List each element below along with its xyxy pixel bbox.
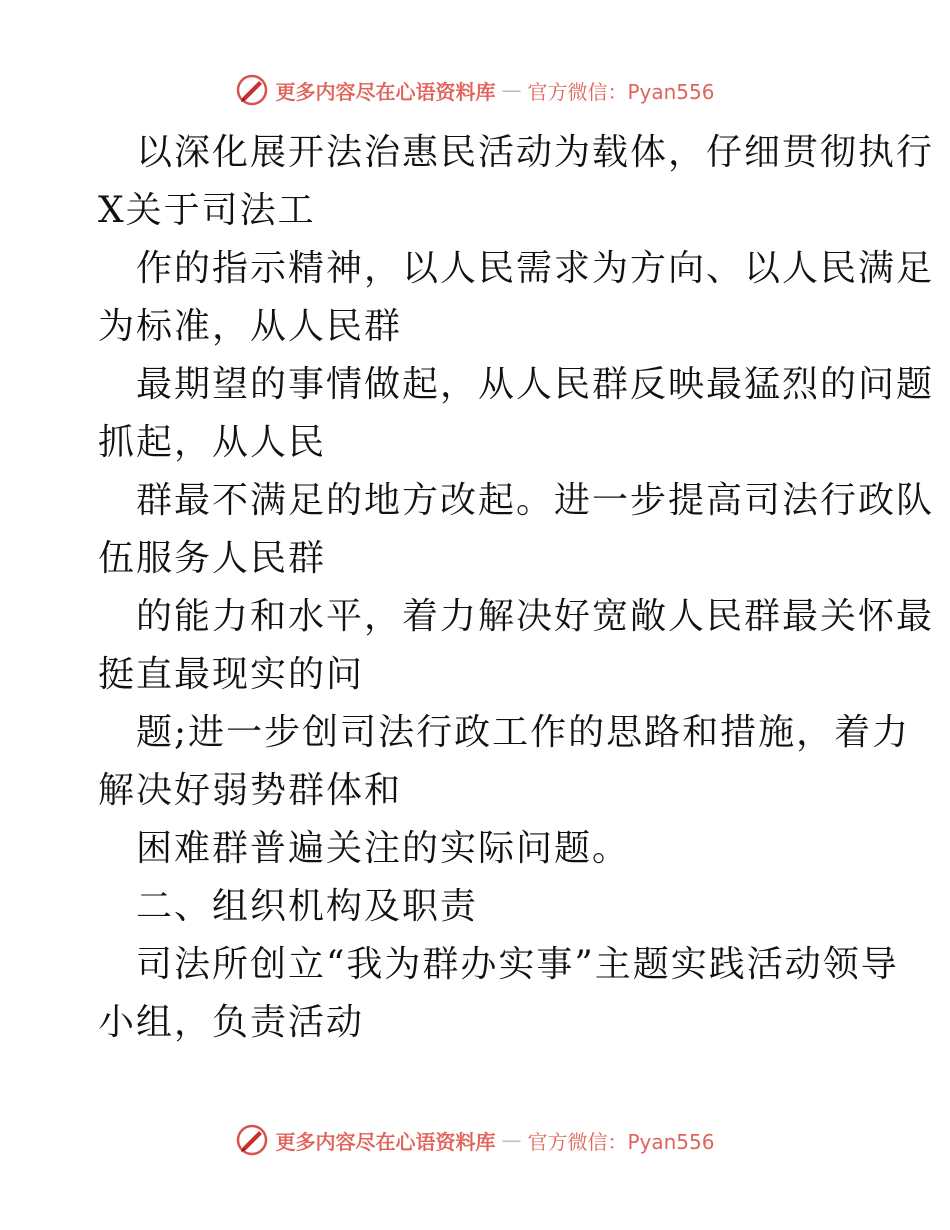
paragraph bbox=[98, 356, 935, 472]
paragraph-line: X关于司法工 bbox=[98, 190, 316, 231]
watermark-wechat-text: 官方微信：Pyan556 bbox=[527, 1129, 715, 1154]
paragraph bbox=[98, 704, 911, 820]
paragraph bbox=[98, 588, 935, 704]
header-watermark bbox=[0, 70, 950, 110]
paragraph-line: 困难群普遍关注的实际问题。 bbox=[136, 828, 631, 869]
paragraph-line: 作的指示精神，以人民需求为方向、以人民满足 bbox=[136, 248, 935, 289]
pen-logo-icon bbox=[235, 73, 269, 107]
paragraph-line: 司法所创立“我为群办实事”主题实践活动领导 bbox=[136, 944, 899, 985]
paragraph bbox=[98, 936, 899, 1052]
watermark-main-text: 更多内容尽在心语资料库 bbox=[275, 79, 496, 104]
paragraph bbox=[98, 240, 935, 356]
paragraph-line: 小组，负责活动 bbox=[98, 1002, 365, 1043]
watermark-main-text: 更多内容尽在心语资料库 bbox=[275, 1129, 496, 1154]
footer-watermark bbox=[0, 1120, 950, 1160]
paragraph-line: 最期望的事情做起，从人民群反映最猛烈的问题 bbox=[136, 364, 935, 405]
watermark-separator: — bbox=[501, 1128, 522, 1152]
document-body bbox=[98, 124, 935, 1052]
paragraph-line: 为标准，从人民群 bbox=[98, 306, 403, 347]
paragraph bbox=[98, 472, 935, 588]
paragraph-line: 抓起，从人民 bbox=[98, 422, 327, 463]
paragraph-line: 挺直最现实的问 bbox=[98, 654, 365, 695]
paragraph-line: 群最不满足的地方改起。进一步提高司法行政队 bbox=[136, 480, 935, 521]
watermark-wechat-text: 官方微信：Pyan556 bbox=[527, 79, 715, 104]
section-heading: 二、组织机构及职责 bbox=[136, 886, 479, 927]
pen-logo-icon bbox=[235, 1123, 269, 1157]
paragraph-line: 解决好弱势群体和 bbox=[98, 770, 403, 811]
watermark-separator: — bbox=[501, 78, 522, 102]
paragraph-line: 的能力和水平，着力解决好宽敞人民群最关怀最 bbox=[136, 596, 935, 637]
paragraph bbox=[98, 124, 935, 240]
paragraph-line: 以深化展开法治惠民活动为载体，仔细贯彻执行 bbox=[136, 132, 935, 173]
paragraph-line: 伍服务人民群 bbox=[98, 538, 327, 579]
paragraph-line: 题;进一步创司法行政工作的思路和措施，着力 bbox=[136, 712, 911, 753]
